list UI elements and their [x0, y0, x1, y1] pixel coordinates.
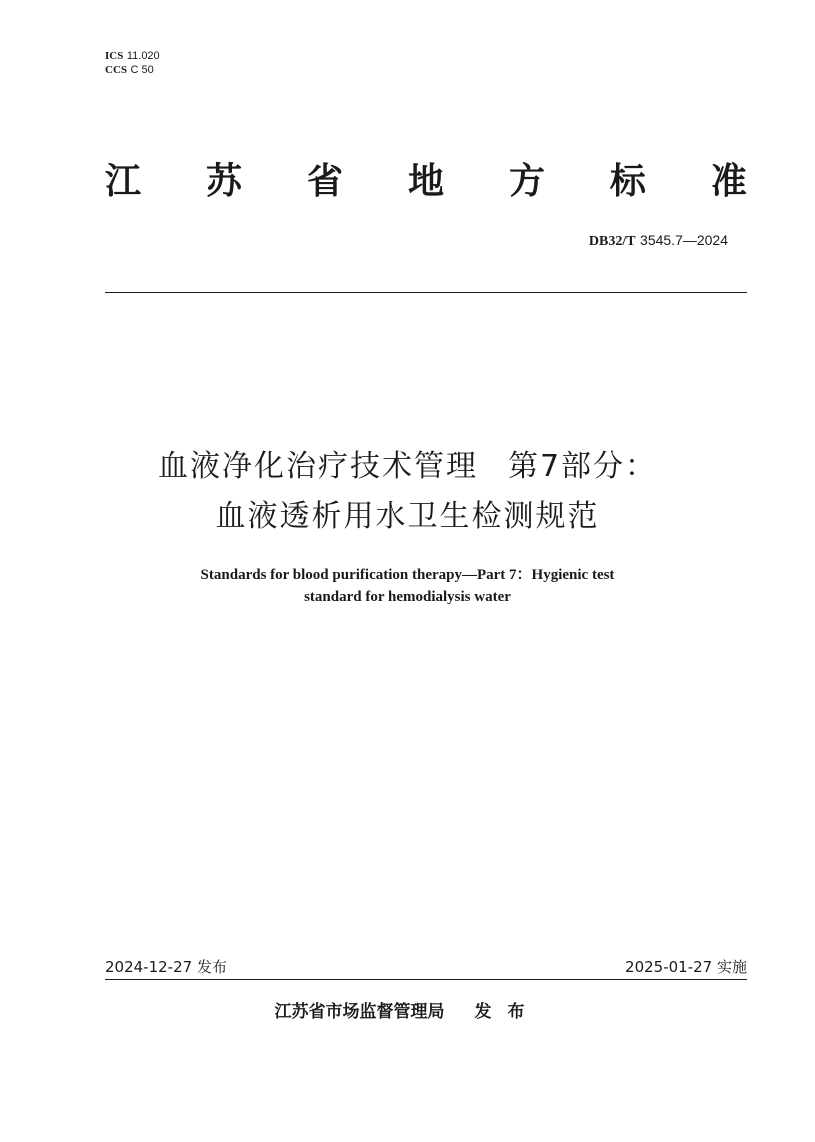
- masthead-char: 江: [105, 161, 142, 202]
- chinese-title-line-1: [0, 442, 815, 492]
- chinese-title-line-2: 血液透析用水卫生检测规范: [215, 499, 600, 534]
- publish-date: 2024-12-27 发布: [105, 958, 227, 976]
- header-divider: [105, 292, 747, 293]
- masthead-char: 省: [306, 161, 343, 202]
- ics-code: [105, 49, 160, 63]
- english-title-line-1: Standards for blood purification therapy—Part 7：Hygienic test: [200, 567, 615, 583]
- masthead-char: 准: [710, 161, 747, 202]
- standard-number: [589, 231, 728, 251]
- ccs-code: [105, 63, 160, 77]
- english-title: [0, 564, 815, 608]
- masthead-char: 地: [407, 161, 444, 202]
- ccs-value: C 50: [130, 64, 154, 76]
- implement-date: 2025-01-27 实施: [625, 958, 747, 976]
- masthead-char: 标: [609, 161, 646, 202]
- issuer-action: 发布: [474, 1002, 541, 1022]
- standard-number-value: 3545.7—2024: [640, 232, 728, 248]
- issuer: [0, 1000, 815, 1024]
- masthead: [105, 160, 747, 204]
- ics-value: 11.020: [126, 50, 160, 62]
- masthead-char: 方: [508, 161, 545, 202]
- ics-label: ICS: [105, 50, 124, 62]
- chinese-title: [0, 442, 815, 542]
- english-title-line-2: standard for hemodialysis water: [304, 589, 511, 605]
- issuer-org: 江苏省市场监督管理局: [274, 1002, 445, 1022]
- ccs-label: CCS: [105, 64, 128, 76]
- chinese-title-main: 血液净化治疗技术管理: [157, 449, 478, 484]
- footer-divider: [105, 979, 747, 980]
- classification-codes: [105, 49, 160, 77]
- masthead-char: 苏: [205, 161, 242, 202]
- standard-number-prefix: DB32/T: [588, 234, 636, 249]
- chinese-title-part: 第7部分：: [507, 449, 658, 484]
